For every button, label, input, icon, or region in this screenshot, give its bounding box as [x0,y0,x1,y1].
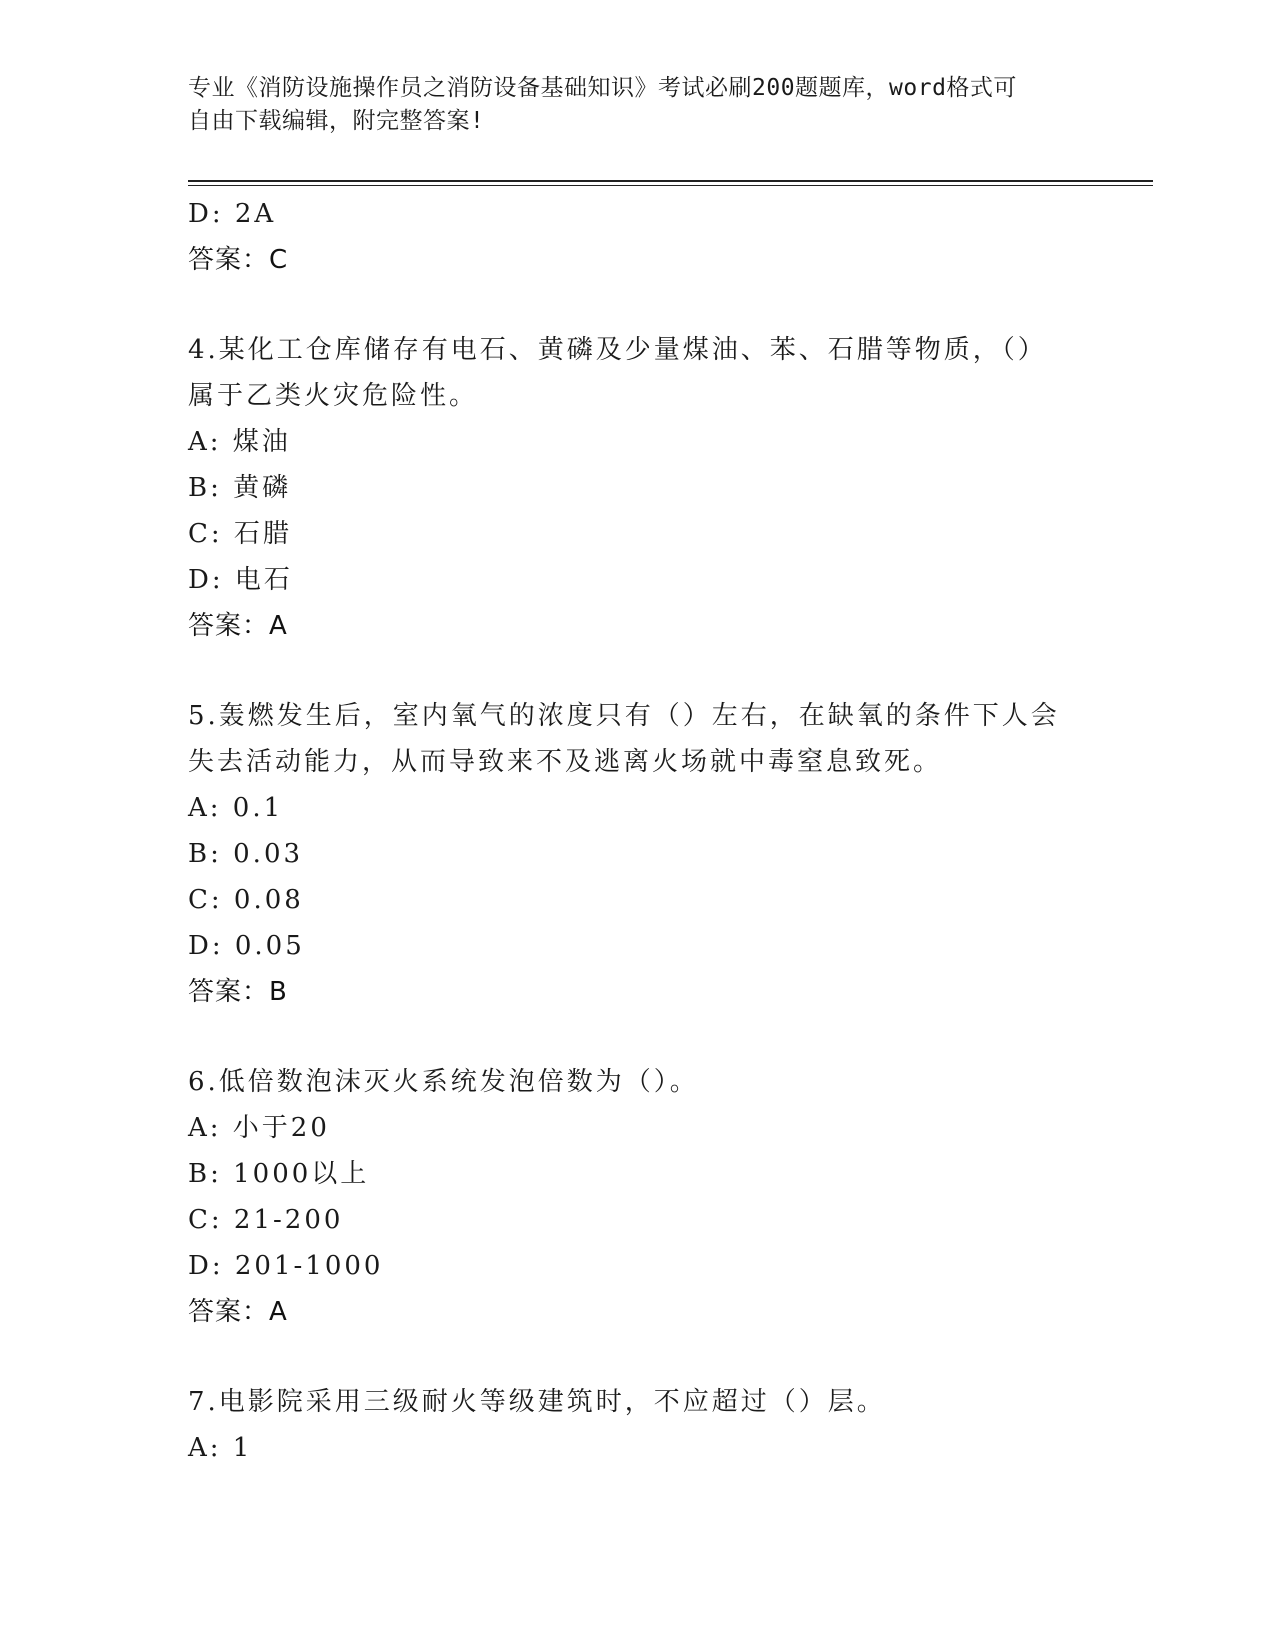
question-stem-line: 5.轰燃发生后，室内氧气的浓度只有（）左右，在缺氧的条件下人会 [188,701,1060,731]
option-d: D: 2A [188,199,277,229]
header-line-2: 自由下载编辑，附完整答案! [188,108,485,134]
question-7 [188,1379,1068,1471]
question-stem-line: 属于乙类火灾危险性。 [188,381,479,411]
spacer [188,283,1068,327]
header-divider-thick [188,180,1153,182]
spacer [188,649,1068,693]
option-a: A: 煤油 [188,427,291,457]
prev-question-block [188,191,1068,283]
option-b: B: 0.03 [188,839,304,869]
document-body [188,191,1068,1471]
option-a: A: 小于20 [188,1113,330,1143]
spacer [188,1015,1068,1059]
question-4 [188,327,1068,649]
header-line-1: 专业《消防设施操作员之消防设备基础知识》考试必刷200题题库，word格式可 [188,75,1017,101]
question-stem-line: 6.低倍数泡沫灭火系统发泡倍数为（）。 [188,1067,699,1097]
answer-line: 答案：A [188,1297,288,1327]
option-c: C: 0.08 [188,885,304,915]
header-divider-thin [188,185,1153,186]
spacer [188,1335,1068,1379]
question-stem-line: 失去活动能力，从而导致来不及逃离火场就中毒窒息致死。 [188,747,943,777]
option-c: C: 21-200 [188,1205,344,1235]
option-b: B: 1000以上 [188,1159,370,1189]
option-a: A: 0.1 [188,793,284,823]
answer-line: 答案：C [188,245,289,275]
option-d: D: 电石 [188,565,293,595]
question-6 [188,1059,1068,1335]
question-stem-line: 4.某化工仓库储存有电石、黄磷及少量煤油、苯、石腊等物质，（） [188,335,1047,365]
option-c: C: 石腊 [188,519,292,549]
option-d: D: 201-1000 [188,1251,384,1281]
option-a: A: 1 [188,1433,253,1463]
option-d: D: 0.05 [188,931,305,961]
question-stem-line: 7.电影院采用三级耐火等级建筑时，不应超过（）层。 [188,1387,886,1417]
answer-line: 答案：A [188,611,288,641]
document-header [188,72,1078,138]
question-5 [188,693,1068,1015]
option-b: B: 黄磷 [188,473,292,503]
answer-line: 答案：B [188,977,288,1007]
